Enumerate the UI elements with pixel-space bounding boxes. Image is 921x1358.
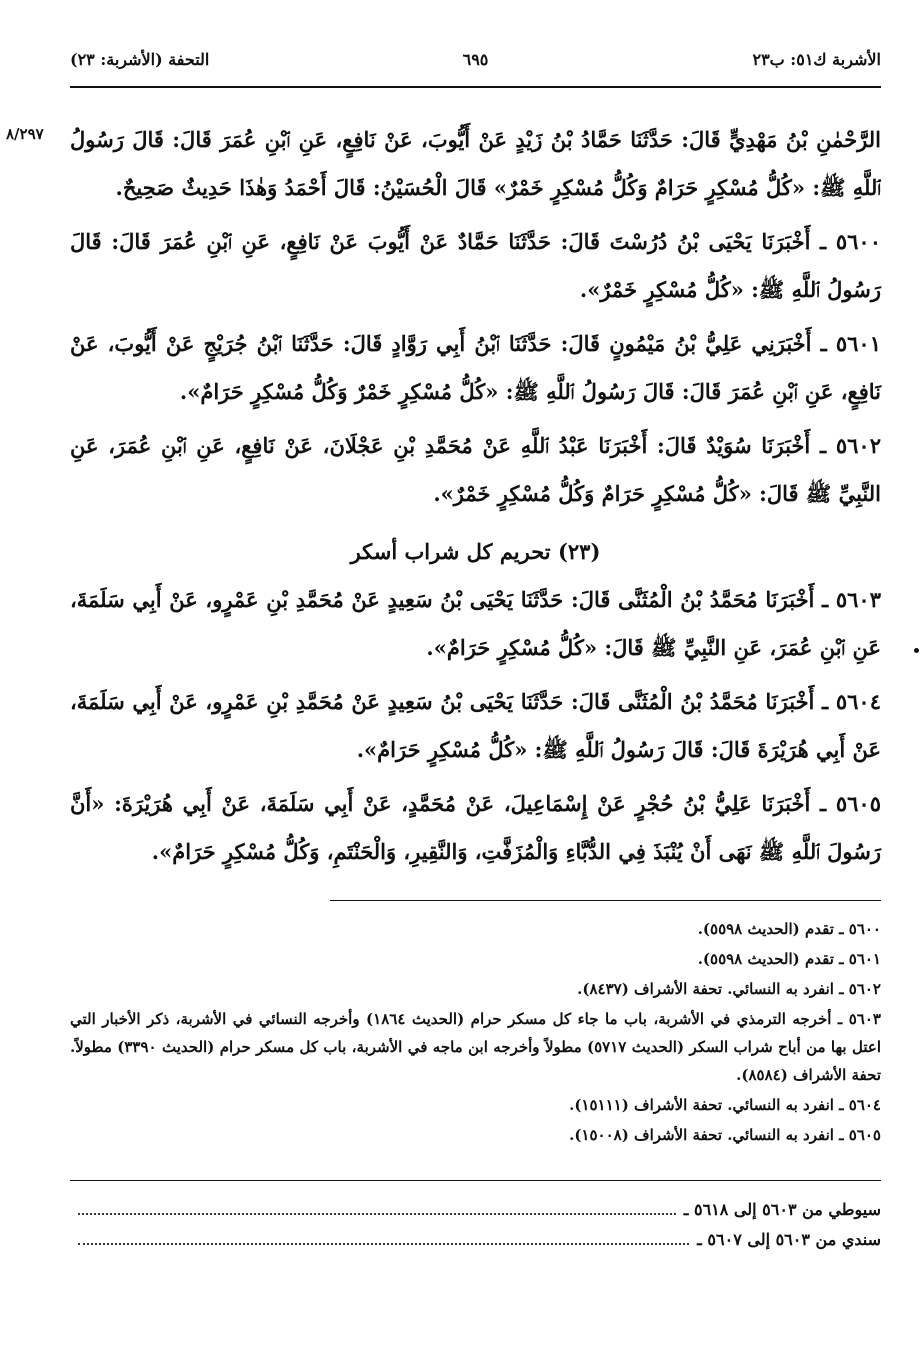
hadith-paragraph: ٥٦٠٥ ـ أَخْبَرَنَا عَلِيُّ بْنُ حُجْرٍ عَنْ إِسْمَاعِيلَ، عَنْ مُحَمَّدٍ، عَنْ أَبِي سَلَمَةَ، عَنْ أَبِي هُرَيْرَةَ: «أَنَّ رَسُولَ ٱللَّهِ ﷺ نَهَى أَنْ يُنْبَذَ فِي الدُّبَّاءِ وَالْمُزَفَّتِ، وَالنَّقِيرِ، وَالْحَنْتَمِ، وَكُلُّ مُسْكِرٍ حَرَامٌ».: [70, 791, 881, 864]
header-divider: [70, 86, 881, 88]
header-chapter: الأشربة ك٥١: ب٢٣: [752, 50, 881, 69]
commentary-references: [70, 1195, 881, 1255]
commentary-reference: [70, 1195, 881, 1225]
commentary-divider: [70, 1180, 881, 1181]
footnote: ٥٦٠٠ ـ تقدم (الحديث ٥٥٩٨).: [697, 920, 881, 938]
hadith-paragraph: ٥٦٠١ ـ أَخْبَرَنِي عَلِيُّ بْنُ مَيْمُونٍ قَالَ: حَدَّثَنَا ٱبْنُ أَبِي رَوَّادٍ قَالَ: حَدَّثَنَا ٱبْنُ جُرَيْجٍ عَنْ أَيُّوبَ، عَنْ نَافِعٍ، عَنِ ٱبْنِ عُمَرَ قَالَ: قَالَ رَسُولُ ٱللَّهِ ﷺ: «كُلُّ مُسْكِرٍ خَمْرٌ وَكُلُّ مُسْكِرٍ حَرَامٌ».: [70, 331, 881, 404]
footnote: ٥٦٠١ ـ تقدم (الحديث ٥٥٩٨).: [697, 950, 881, 968]
footnote: ٥٦٠٥ ـ انفرد به النسائي. تحفة الأشراف (١٥٠٠٨).: [569, 1126, 881, 1144]
footnote: ٥٦٠٣ ـ أخرجه الترمذي في الأشربة، باب ما جاء كل مسكر حرام (الحديث ١٨٦٤) وأخرجه النسائي في الأشربة، ذكر الأخبار التي اعتل بها من أباح شراب السكر (الحديث ٥٧١٧) مطولاً وأخرجه ابن ماجه في الأشربة، باب كل مسكر حرام (الحديث ٣٣٩٠) مطولاً. تحفة الأشراف (٨٥٨٤).: [70, 1010, 881, 1084]
page-number: ٦٩٥: [462, 50, 489, 69]
commentary-reference: [70, 1225, 881, 1255]
hadith-paragraph: ٥٦٠٠ ـ أَخْبَرَنَا يَحْيَى بْنُ دُرُسْتَ قَالَ: حَدَّثَنَا حَمَّادٌ عَنْ أَيُّوبَ عَنْ نَافِعٍ، عَنِ ٱبْنِ عُمَرَ قَالَ: قَالَ رَسُولُ ٱللَّهِ ﷺ: «كُلُّ مُسْكِرٍ خَمْرٌ».: [70, 229, 881, 302]
footnote: ٥٦٠٤ ـ انفرد به النسائي. تحفة الأشراف (١٥١١١).: [569, 1096, 881, 1114]
hadith-paragraph: الرَّحْمٰنِ بْنُ مَهْدِيٍّ قَالَ: حَدَّثَنَا حَمَّادُ بْنُ زَيْدٍ عَنْ أَيُّوبَ، عَنْ نَافِعٍ، عَنِ ٱبْنِ عُمَرَ قَالَ: قَالَ رَسُولُ ٱللَّهِ ﷺ: «كُلُّ مُسْكِرٍ حَرَامٌ وَكُلُّ مُسْكِرٍ خَمْرٌ» قَالَ الْحُسَيْنُ: قَالَ أَحْمَدُ وَهٰذَا حَدِيثٌ صَحِيحٌ.: [70, 127, 881, 200]
margin-dot: [914, 648, 919, 653]
dotted-leader: [78, 1243, 689, 1245]
margin-reference: ٨/٢٩٧: [6, 125, 44, 143]
footnote: ٥٦٠٢ ـ انفرد به النسائي. تحفة الأشراف (٨٤٣٧).: [577, 980, 881, 998]
hadith-paragraph: ٥٦٠٤ ـ أَخْبَرَنَا مُحَمَّدُ بْنُ الْمُثَنَّى قَالَ: حَدَّثَنَا يَحْيَى بْنُ سَعِيدٍ عَنْ مُحَمَّدِ بْنِ عَمْرٍو، عَنْ أَبِي سَلَمَةَ، عَنْ أَبِي هُرَيْرَةَ قَالَ: قَالَ رَسُولُ ٱللَّهِ ﷺ: «كُلُّ مُسْكِرٍ حَرَامٌ».: [70, 689, 881, 762]
chapter-heading: (٢٣) تحريم كل شراب أسكر: [350, 539, 601, 564]
page-header: [70, 50, 881, 80]
reference-label: سيوطي من ٥٦٠٣ إلى ٥٦١٨ ـ: [683, 1200, 881, 1219]
footnotes: [70, 915, 881, 1151]
hadith-paragraph: ٥٦٠٣ ـ أَخْبَرَنَا مُحَمَّدُ بْنُ الْمُثَنَّى قَالَ: حَدَّثَنَا يَحْيَى بْنُ سَعِيدٍ عَنْ مُحَمَّدِ بْنِ عَمْرٍو، عَنْ أَبِي سَلَمَةَ، عَنِ ٱبْنِ عُمَرَ، عَنِ النَّبِيِّ ﷺ قَالَ: «كُلُّ مُسْكِرٍ حَرَامٌ».: [70, 587, 881, 660]
main-text: [70, 116, 881, 882]
dotted-leader: [78, 1213, 676, 1215]
footnote-divider: [330, 900, 881, 901]
reference-label: سندي من ٥٦٠٣ إلى ٥٦٠٧ ـ: [697, 1230, 881, 1249]
hadith-paragraph: ٥٦٠٢ ـ أَخْبَرَنَا سُوَيْدٌ قَالَ: أَخْبَرَنَا عَبْدُ ٱللَّهِ عَنْ مُحَمَّدِ بْنِ عَجْلَانَ، عَنْ نَافِعٍ، عَنِ ٱبْنِ عُمَرَ، عَنِ النَّبِيِّ ﷺ قَالَ: «كُلُّ مُسْكِرٍ حَرَامٌ وَكُلُّ مُسْكِرٍ خَمْرٌ».: [70, 433, 881, 506]
header-tuhfa: التحفة (الأشربة: ٢٣): [70, 50, 210, 69]
